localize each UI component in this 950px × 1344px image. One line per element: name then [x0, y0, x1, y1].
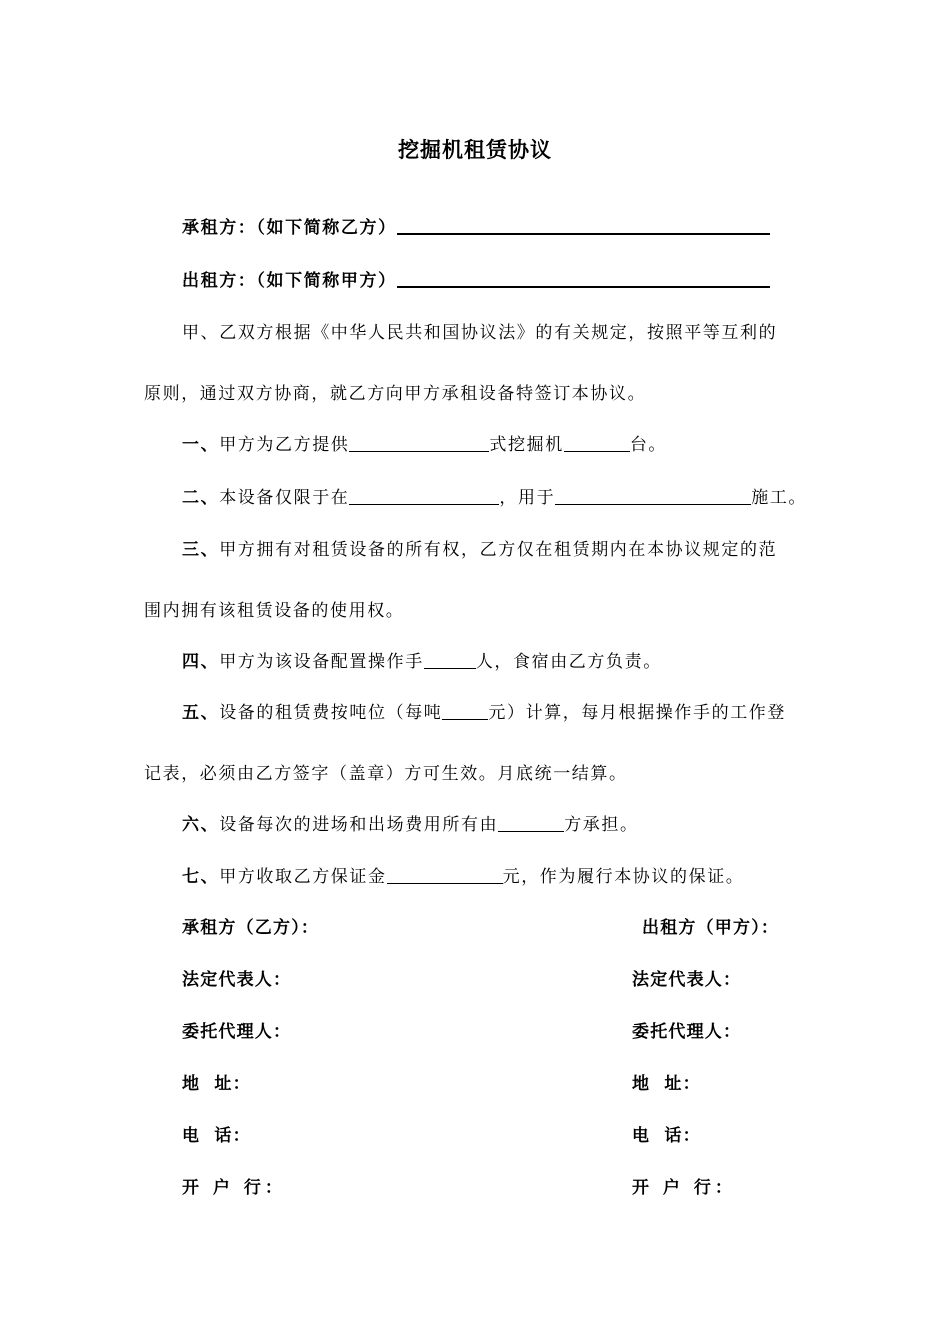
clause-1-text-a: 甲方为乙方提供 [219, 435, 350, 455]
clause-5-text-a: 设备的租赁费按吨位（每吨 [219, 703, 443, 723]
cost-bearer-blank[interactable] [498, 815, 564, 832]
lessee-phone: 电 话： [182, 1126, 251, 1146]
lessee-agent: 委托代理人： [182, 1022, 292, 1042]
clause-4-text-a: 甲方为该设备配置操作手 [219, 652, 424, 672]
lessor-name-blank[interactable] [397, 270, 770, 288]
lessor-signature-heading: 出租方（甲方）： [642, 918, 780, 938]
lessor-legal-rep: 法定代表人： [632, 970, 742, 990]
clause-6 [182, 810, 639, 835]
clause-3 [182, 535, 777, 560]
excavator-type-blank[interactable] [349, 435, 489, 452]
lessee-address: 地 址： [182, 1074, 251, 1094]
clause-5-text-b: 元）计算，每月根据操作手的工作登 [488, 703, 787, 723]
intro-line-2: 原则，通过双方协商，就乙方向甲方承租设备特签订本协议。 [144, 384, 647, 404]
lessee-label: 承租方： [182, 218, 257, 238]
clause-1-text-c: 台。 [629, 435, 668, 455]
lessor-note: （如下简称甲方） [256, 271, 397, 291]
excavator-count-blank[interactable] [564, 435, 630, 452]
lessee-bank: 开 户 行： [182, 1178, 286, 1198]
clause-4-number: 四、 [182, 652, 220, 672]
clause-7-number: 七、 [182, 867, 220, 887]
clause-2-text-a: 本设备仅限于在 [219, 488, 350, 508]
price-per-ton-blank[interactable] [442, 703, 488, 720]
clause-3-number: 三、 [182, 540, 220, 560]
lessee-signature-heading: 承租方（乙方）： [182, 918, 320, 938]
clause-2-text-c: 施工。 [751, 488, 808, 508]
clause-4 [182, 647, 662, 672]
location-blank[interactable] [349, 488, 499, 505]
lessee-note: （如下简称乙方） [256, 218, 397, 238]
clause-6-text-b: 方承担。 [564, 815, 639, 835]
lessee-name-blank[interactable] [397, 217, 770, 235]
clause-6-text-a: 设备每次的进场和出场费用所有由 [219, 815, 499, 835]
lessor-label: 出租方： [182, 271, 257, 291]
deposit-amount-blank[interactable] [387, 867, 503, 884]
clause-3-text-a: 甲方拥有对租赁设备的所有权，乙方仅在租赁期内在本协议规定的范 [219, 540, 778, 560]
lessee-line [182, 213, 770, 238]
lessor-bank: 开 户 行： [632, 1178, 736, 1198]
clause-2-number: 二、 [182, 488, 220, 508]
clause-1-text-b: 式挖掘机 [489, 435, 564, 455]
clause-5-number: 五、 [182, 703, 220, 723]
clause-5 [182, 698, 786, 723]
clause-1 [182, 430, 667, 455]
clause-7-text-b: 元，作为履行本协议的保证。 [502, 867, 745, 887]
clause-7-text-a: 甲方收取乙方保证金 [219, 867, 387, 887]
lessor-line [182, 266, 770, 291]
lessor-address: 地 址： [632, 1074, 701, 1094]
usage-blank[interactable] [555, 488, 751, 505]
clause-3-line-2: 围内拥有该租赁设备的使用权。 [144, 601, 405, 621]
clause-7 [182, 862, 744, 887]
clause-2-text-b: ，用于 [499, 488, 556, 508]
lessor-phone: 电 话： [632, 1126, 701, 1146]
lessee-legal-rep: 法定代表人： [182, 970, 292, 990]
clause-4-text-b: 人，食宿由乙方负责。 [475, 652, 662, 672]
clause-2 [182, 483, 807, 508]
clause-5-line-2: 记表，必须由乙方签字（盖章）方可生效。月底统一结算。 [144, 764, 628, 784]
clause-1-number: 一、 [182, 435, 220, 455]
clause-6-number: 六、 [182, 815, 220, 835]
intro-line-1: 甲、乙双方根据《中华人民共和国协议法》的有关规定，按照平等互利的 [182, 323, 778, 343]
lessor-agent: 委托代理人： [632, 1022, 742, 1042]
operator-count-blank[interactable] [424, 652, 476, 669]
page-title: 挖掘机租赁协议 [398, 137, 552, 162]
